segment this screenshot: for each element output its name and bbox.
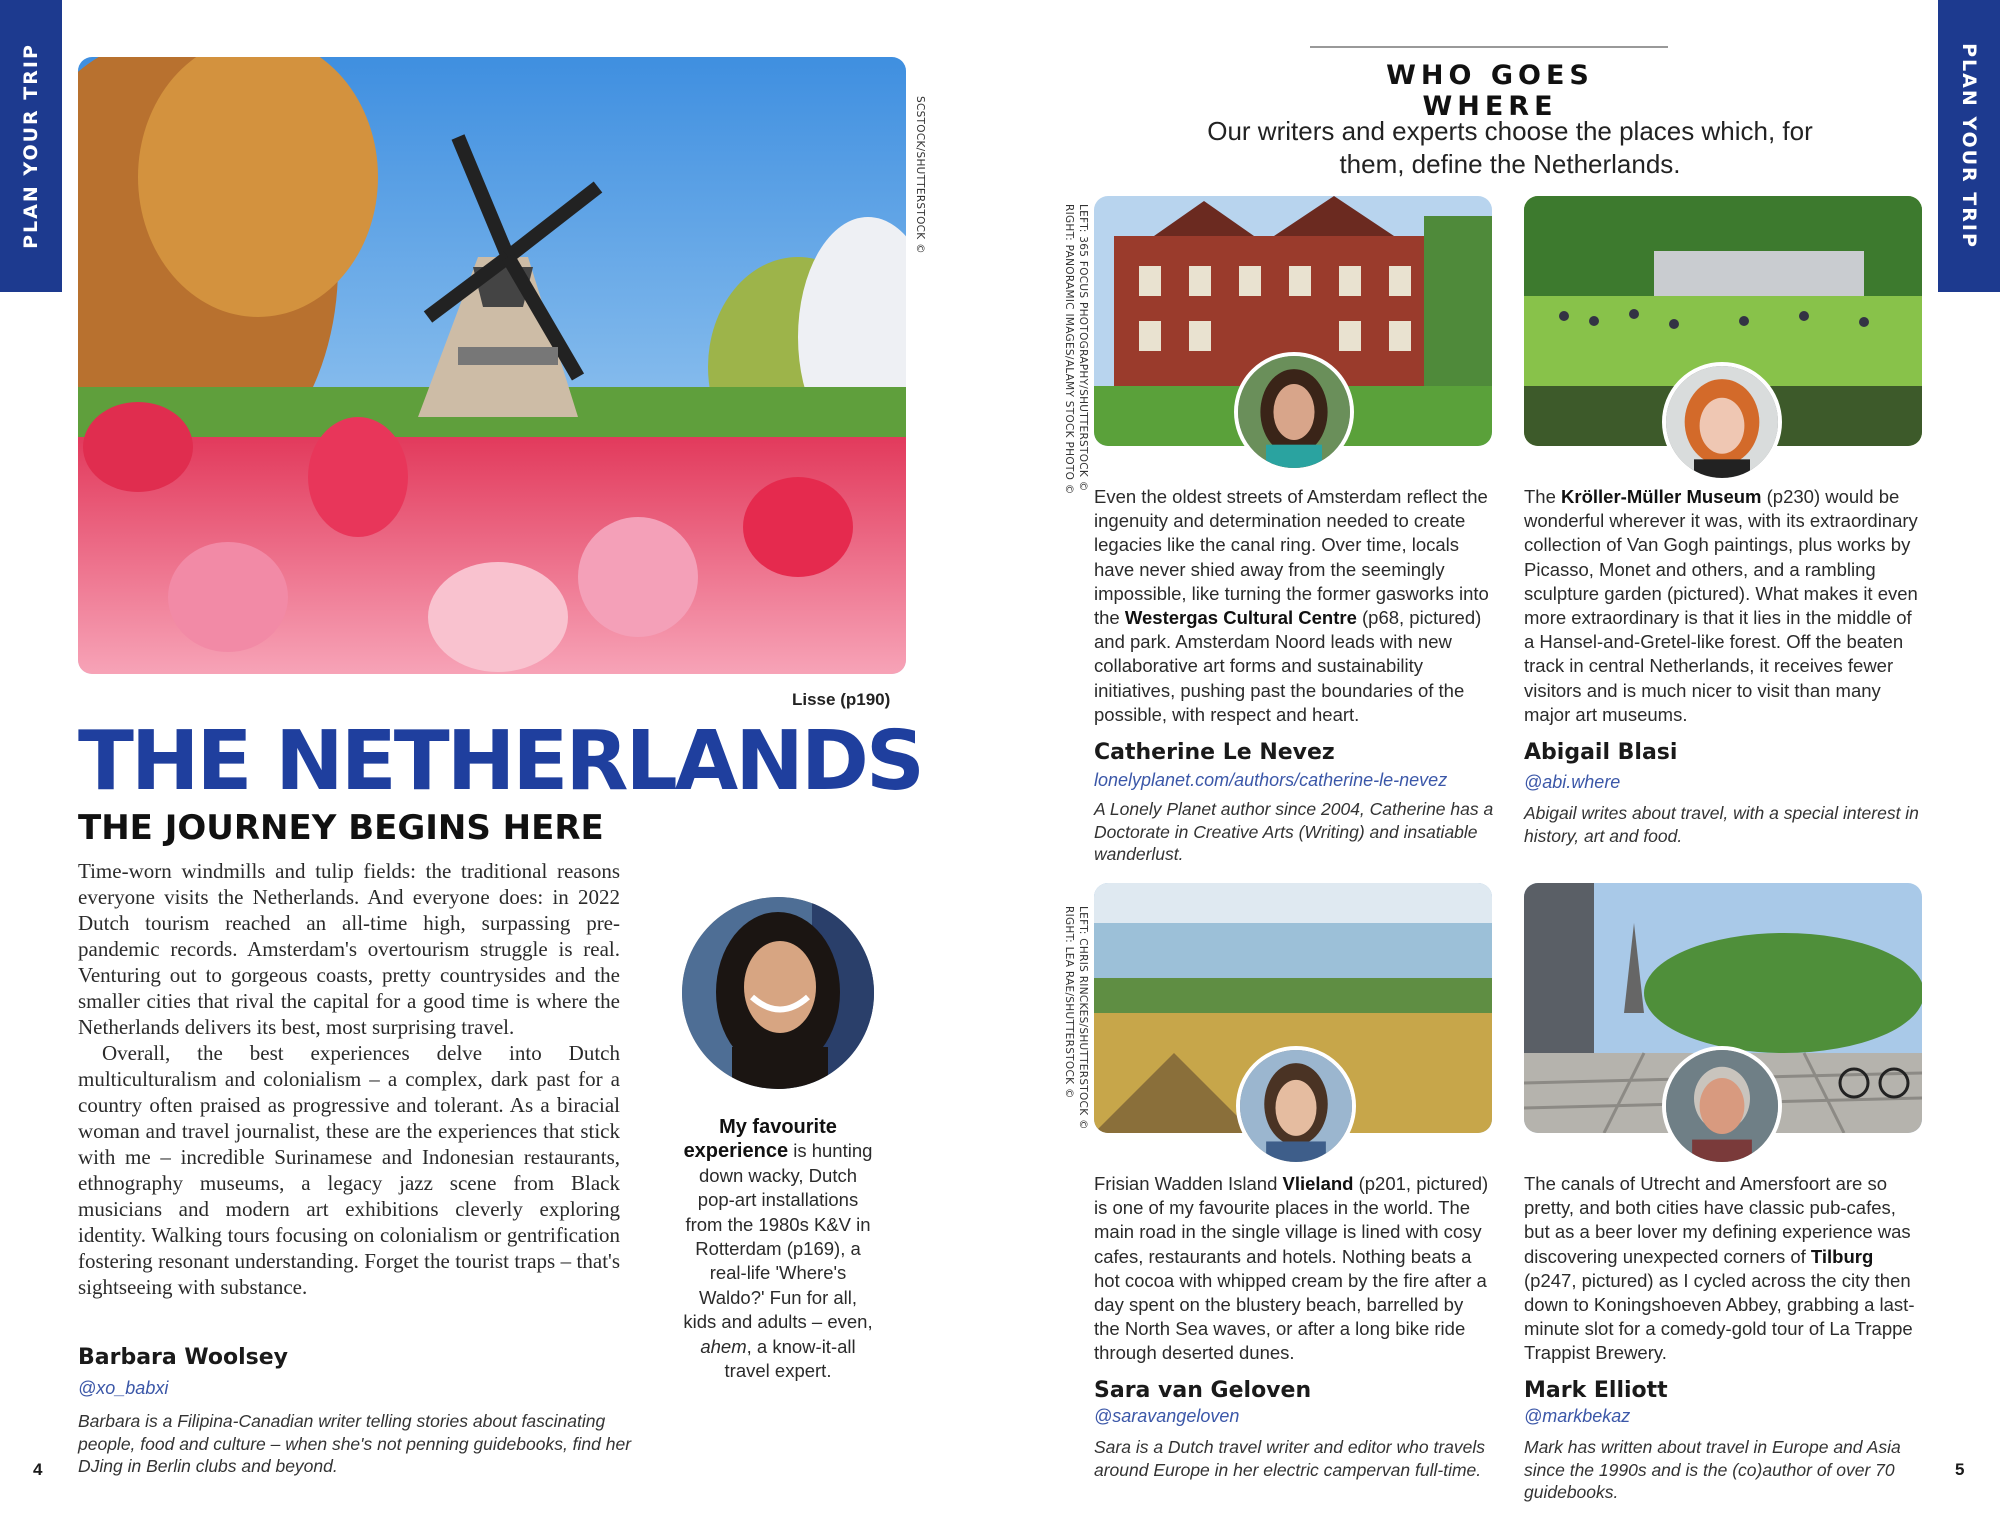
who-goes-where-intro: Our writers and experts choose the places which, for them, define the Netherlands. bbox=[1207, 116, 1813, 179]
writer-1-place: Westergas Cultural Centre bbox=[1124, 607, 1357, 629]
writer-2-text bbox=[1524, 485, 1924, 727]
writer-1-bio: A Lonely Planet author since 2004, Catherine has a Doctorate in Creative Arts (Writing) and insatiable wanderlust. bbox=[1094, 799, 1494, 864]
favourite-text: is hunting down wacky, Dutch pop-art installations from the 1980s K&V in Rotterdam (p169), a real-life 'Where's Waldo?' Fun for all, kids and adults – even, bbox=[683, 1140, 873, 1333]
writer-4-name: Mark Elliott bbox=[1524, 1378, 1668, 1403]
section-tab-right-label: PLAN YOUR TRIP bbox=[1958, 43, 1980, 249]
avatar-mark bbox=[1662, 1046, 1782, 1166]
writer-2-bio: Abigail writes about travel, with a special interest in history, art and food. bbox=[1524, 803, 1919, 846]
writer-2-handle[interactable]: @abi.where bbox=[1524, 772, 1621, 792]
favourite-em: ahem bbox=[700, 1335, 747, 1357]
writer-2-text-a: The bbox=[1524, 486, 1562, 507]
favourite-heading: My favourite experience bbox=[683, 1116, 837, 1163]
writer-4-bio: Mark has written about travel in Europe and Asia since the 1990s and is the (co)author of over 70 guidebooks. bbox=[1524, 1437, 1901, 1502]
writer-4-place: Tilburg bbox=[1810, 1245, 1874, 1267]
credit-bottom-1: LEFT: CHRIS RINCKES/SHUTTERSTOCK © bbox=[1077, 906, 1089, 1130]
writer-4-text bbox=[1524, 1172, 1924, 1366]
writer-3-text-b: (p201, pictured) is one of my favourite places in the world. The main road in the single village is lined with cosy cafes, restaurants and hotels. Nothing beats a hot cocoa with whipped cream by the fire after a day spent on the blustery beach, barrelled by the North Sea waves, or after a long bike ride through deserted dunes. bbox=[1094, 1173, 1489, 1364]
page-subtitle: THE JOURNEY BEGINS HERE bbox=[78, 808, 604, 848]
section-tab-right bbox=[1938, 0, 2000, 292]
section-tab-left-label: PLAN YOUR TRIP bbox=[20, 43, 42, 249]
credit-top-2: RIGHT: PANORAMIC IMAGES/ALAMY STOCK PHOTO © bbox=[1063, 204, 1075, 495]
credit-top-1: LEFT: 365 FOCUS PHOTOGRAPHY/SHUTTERSTOCK © bbox=[1077, 204, 1089, 492]
favourite-experience bbox=[680, 1115, 876, 1383]
who-goes-where-heading: WHO GOES WHERE bbox=[1386, 60, 1594, 122]
writer-4-text-b: (p247, pictured) as I cycled across the city then down to Koningshoeven Abbey, grabbing a last-minute slot for a comedy-gold tour of La Trappe Trappist Brewery. bbox=[1524, 1269, 1915, 1364]
writer-1-text-b: (p68, pictured) and park. Amsterdam Noord leads with new collaborative art forms and sustainability initiatives, pushing past the boundaries of the possible, with respect and heart. bbox=[1094, 607, 1482, 725]
writer-2-text-b: (p230) would be wonderful wherever it was, with its extraordinary collection of Van Gogh paintings, plus works by Picasso, Monet and others, and a rambling sculpture garden (pictured). What makes it even more extraordinary is that it lies in the middle of a Hansel-and-Gretel-like forest. Off the beaten track in central Netherlands, it receives fewer visitors and is much nicer to visit than many major art museums. bbox=[1524, 486, 1918, 725]
writer-1-text-a: Even the oldest streets of Amsterdam reflect the ingenuity and determination needed to create legacies like the canal ring. Over time, locals have never shied away from the seemingly impossible, like turning the former gasworks into the bbox=[1094, 486, 1489, 629]
writer-1-text bbox=[1094, 485, 1496, 727]
writer-2-name: Abigail Blasi bbox=[1524, 740, 1678, 765]
intro-paragraph-1: Time-worn windmills and tulip fields: the traditional reasons everyone visits the Netherlands. And everyone does: in 2022 Dutch tourism reached an all-time high, surpassing pre-pandemic records. Amsterdam's overtourism struggle is real. Venturing out to gorgeous coasts, pretty countrysides and the smaller cities that rival the capital for a good time is where the Netherlands delivers its best, most surprising travel. bbox=[78, 859, 620, 1039]
intro-paragraph-2: Overall, the best experiences delve into Dutch multiculturalism and colonialism – a complex, dark past for a country often praised as progressive and tolerant. As a biracial woman and travel journalist, these are the experiences that stick with me – incredible Surinamese and Indonesian restaurants, ethnography museums, a legacy jazz scene from Black musicians and modern art exhibitions cleverly exploring identity. Walking tours focusing on colonialism or gentrification fostering resonant understanding. Forget the tourist traps – that's sightseeing with substance. bbox=[78, 1041, 620, 1299]
hero-caption: Lisse (p190) bbox=[792, 690, 891, 709]
writer-3-bio: Sara is a Dutch travel writer and editor who travels around Europe in her electric campervan full-time. bbox=[1094, 1437, 1485, 1480]
writer-3-name: Sara van Geloven bbox=[1094, 1378, 1312, 1403]
hero-photo-windmill-tulips bbox=[78, 57, 906, 674]
intro-body bbox=[78, 858, 620, 1300]
page-number-right: 5 bbox=[1955, 1460, 1965, 1479]
avatar-abigail bbox=[1662, 362, 1782, 482]
section-tab-left bbox=[0, 0, 62, 292]
favourite-tail: , a know-it-all travel expert. bbox=[724, 1335, 856, 1382]
author-name: Barbara Woolsey bbox=[78, 1345, 289, 1370]
author-bio: Barbara is a Filipina-Canadian writer telling stories about fascinating people, food and culture – when she's not penning guidebooks, find her DJing in Berlin clubs and beyond. bbox=[78, 1411, 632, 1476]
writer-3-place: Vlieland bbox=[1282, 1173, 1354, 1194]
writer-1-name: Catherine Le Nevez bbox=[1094, 740, 1335, 765]
writer-4-handle[interactable]: @markbekaz bbox=[1524, 1406, 1631, 1426]
page-title: THE NETHERLANDS bbox=[78, 714, 922, 809]
avatar-sara bbox=[1236, 1046, 1356, 1166]
author-handle[interactable]: @xo_babxi bbox=[78, 1378, 169, 1398]
credit-bottom-2: RIGHT: LEA RAE/SHUTTERSTOCK © bbox=[1063, 906, 1075, 1099]
writer-4-text-a: The canals of Utrecht and Amersfoort are so pretty, and both cities have classic pub-cafes, but as a beer lover my defining experience was discovering unexpected corners of bbox=[1524, 1173, 1911, 1267]
writer-3-handle[interactable]: @saravangeloven bbox=[1094, 1406, 1240, 1426]
writer-1-handle[interactable]: lonelyplanet.com/authors/catherine-le-nevez bbox=[1094, 770, 1448, 790]
avatar-catherine bbox=[1234, 352, 1354, 472]
writer-2-place: Kröller-Müller Museum bbox=[1561, 486, 1762, 507]
author-avatar bbox=[682, 897, 874, 1089]
who-goes-where-rule bbox=[1310, 46, 1668, 48]
page-number-left: 4 bbox=[33, 1460, 43, 1479]
writer-3-text bbox=[1094, 1172, 1494, 1366]
writer-3-text-a: Frisian Wadden Island bbox=[1094, 1173, 1283, 1194]
hero-photo-credit: SCSTOCK/SHUTTERSTOCK © bbox=[914, 96, 926, 254]
